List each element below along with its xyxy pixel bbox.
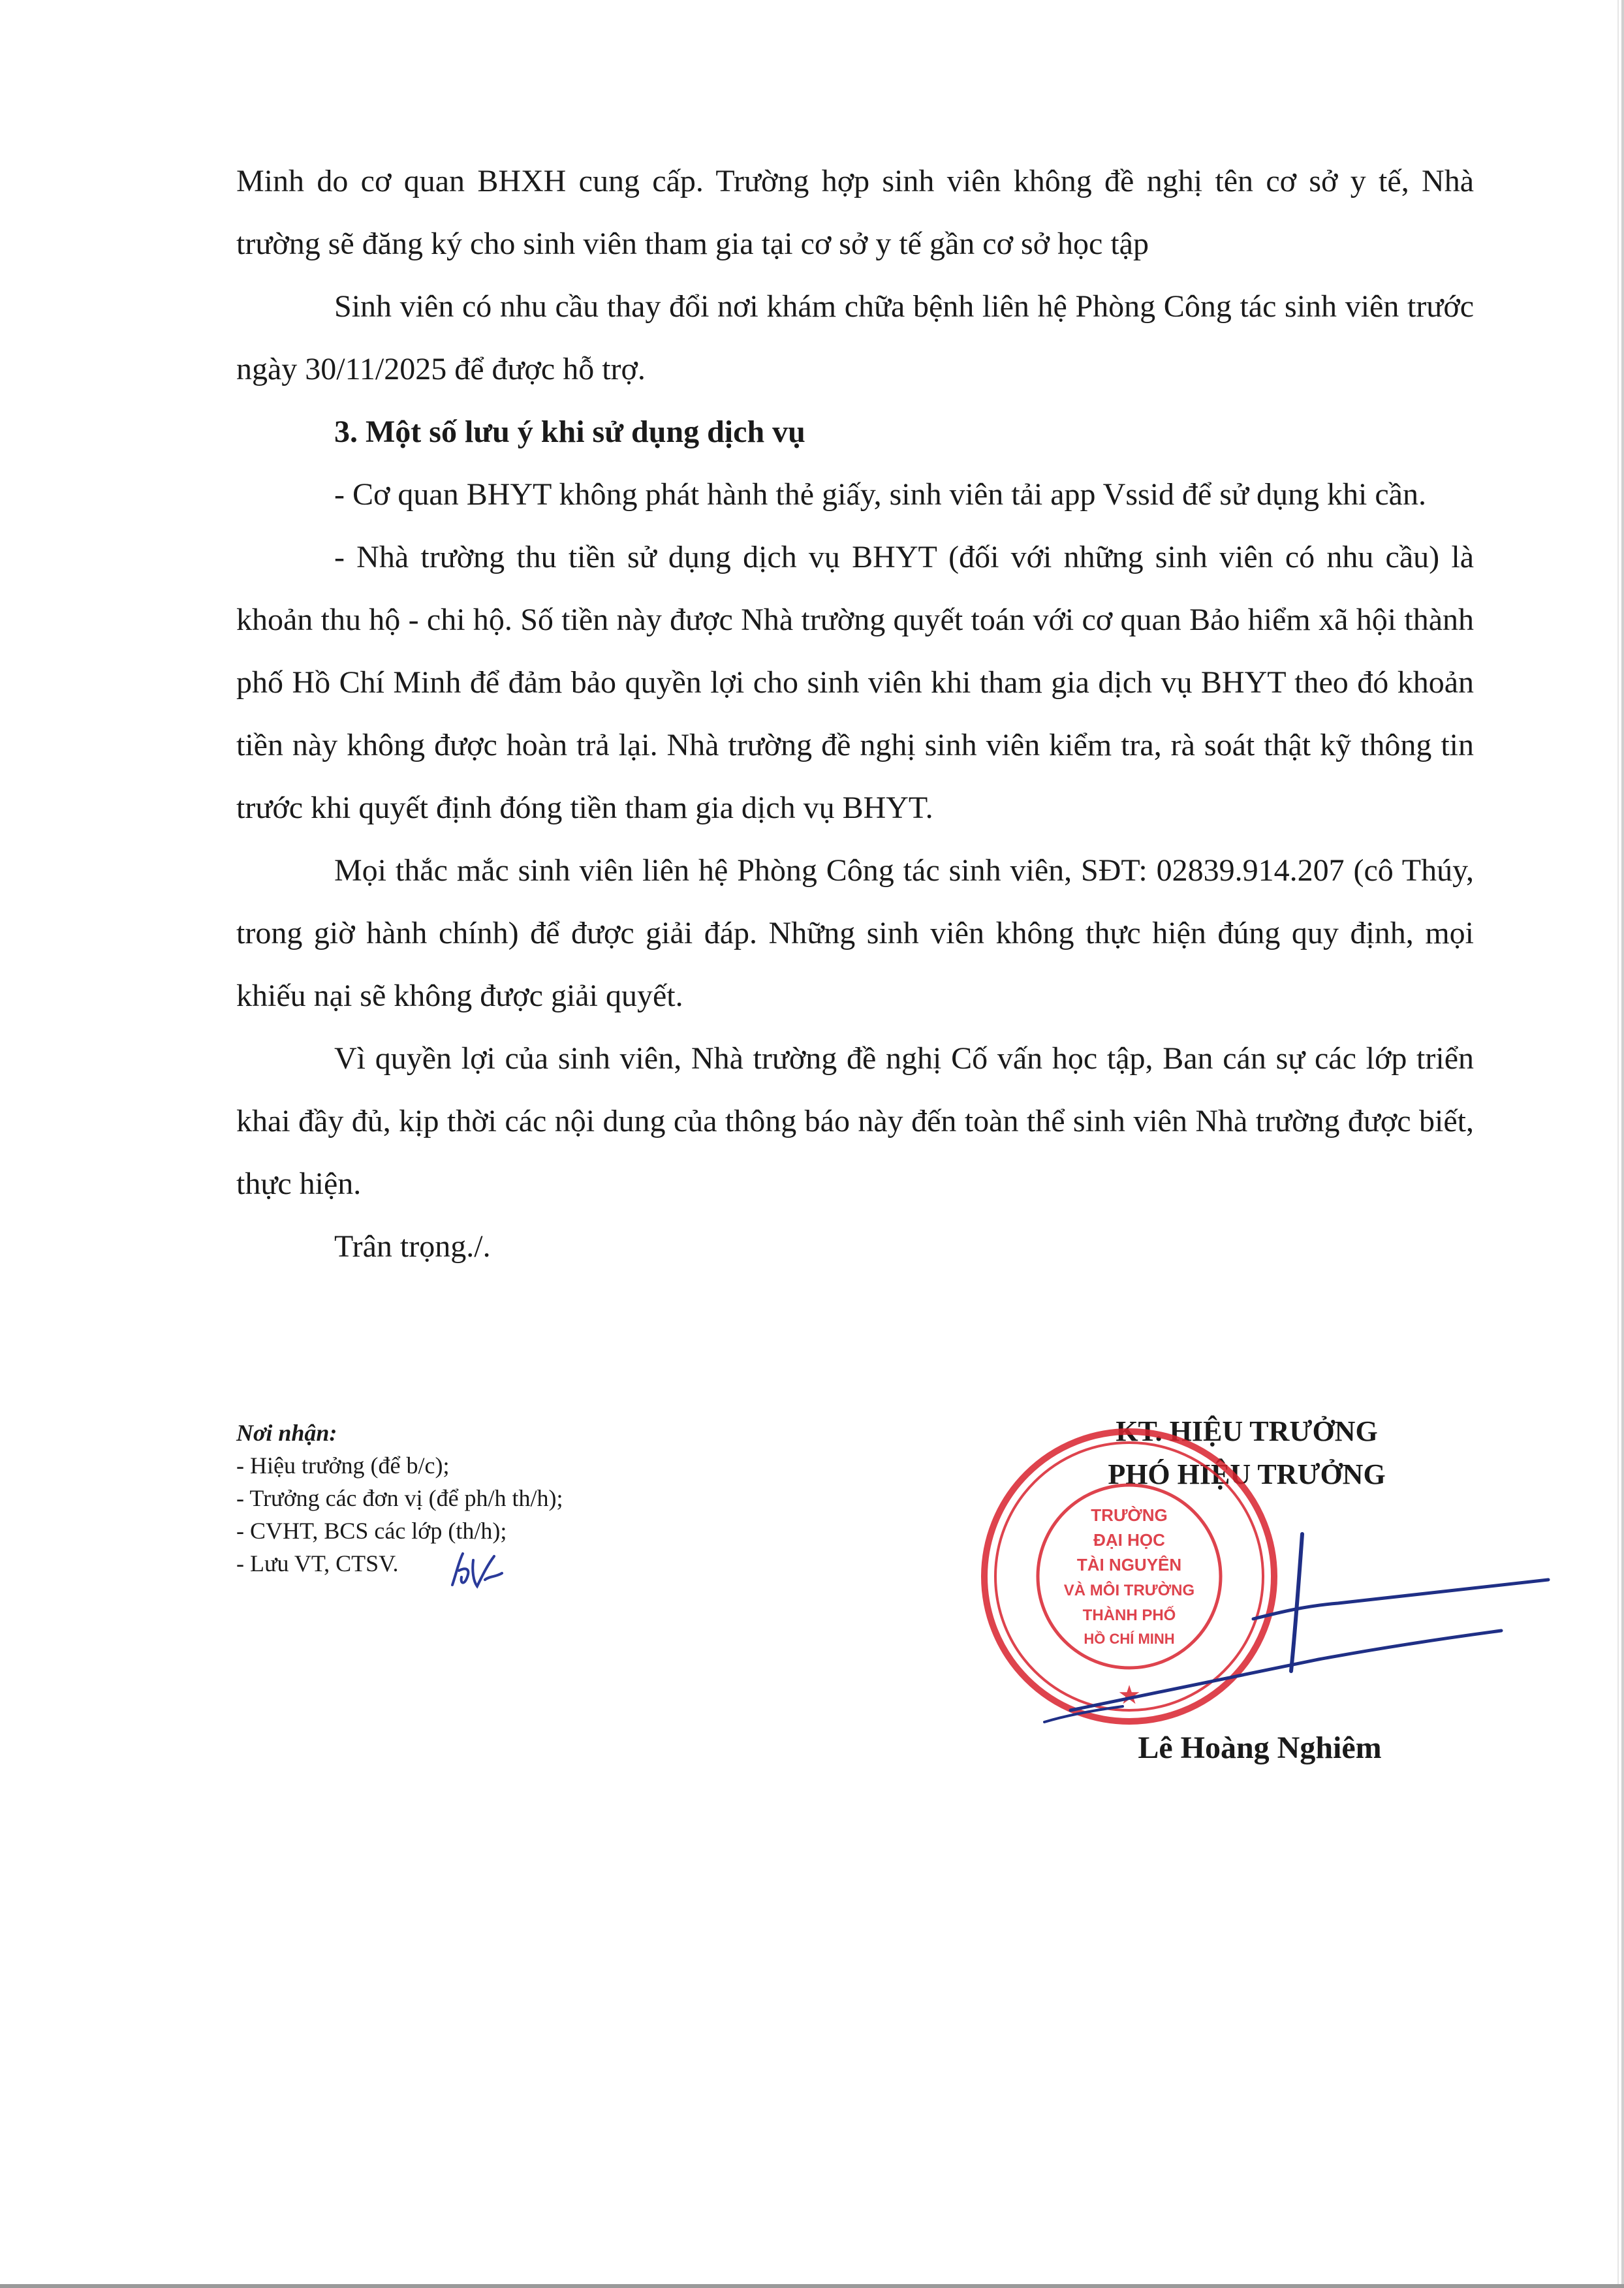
svg-text:★: ★ — [1117, 1681, 1141, 1710]
handwritten-signature-icon — [1031, 1521, 1554, 1736]
paragraph-fee-collection: - Nhà trường thu tiền sử dụng dịch vụ BHYT (đối với những sinh viên có nhu cầu) là khoản thu hộ - chi hộ. Số tiền này được Nhà trường quyết toán với cơ quan Bảo hiểm xã hội thành phố Hồ Chí Minh để đảm bảo quyền lợi cho sinh viên khi tham gia dịch vụ BHYT theo đó khoản tiền này không được hoàn trả lại. Nhà trường đề nghị sinh viên kiểm tra, rà soát thật kỹ thông tin trước khi quyết định đóng tiền tham gia dịch vụ BHYT. — [236, 540, 1474, 825]
recipient-item: - Lưu VT, CTSV. — [236, 1550, 399, 1576]
paragraph-vssid-app: - Cơ quan BHYT không phát hành thẻ giấy, sinh viên tải app Vssid để sử dụng khi cần. — [334, 477, 1426, 512]
paragraph-contact-info: Mọi thắc mắc sinh viên liên hệ Phòng Công tác sinh viên, SĐT: 02839.914.207 (cô Thúy, trong giờ hành chính) để được giải đáp. Những sinh viên không thực hiện đúng quy định, mọi khiếu nại sẽ không được giải quyết. — [236, 853, 1474, 1013]
recipient-item: - Hiệu trưởng (để b/c); — [236, 1452, 450, 1479]
paragraph-change-facility: Sinh viên có nhu cầu thay đổi nơi khám chữa bệnh liên hệ Phòng Công tác sinh viên trước ngày 30/11/2025 để được hỗ trợ. — [236, 289, 1474, 386]
letter-body — [236, 150, 1474, 1278]
seal-line: TRƯỜNG — [1091, 1505, 1168, 1525]
seal-line: HỒ CHÍ MINH — [1084, 1631, 1175, 1647]
seal-line: ĐẠI HỌC — [1093, 1530, 1165, 1550]
closing-regards: Trân trọng./. — [334, 1229, 491, 1264]
recipients-list — [236, 1449, 824, 1580]
recipients-title: Nơi nhận: — [236, 1420, 337, 1446]
handwritten-initials-icon — [447, 1547, 506, 1593]
scan-edge-bottom — [0, 2284, 1624, 2288]
paragraph-facility-note: Minh do cơ quan BHXH cung cấp. Trường hợp sinh viên không đề nghị tên cơ sở y tế, Nhà trường sẽ đăng ký cho sinh viên tham gia tại cơ sở y tế gần cơ sở học tập — [236, 164, 1474, 261]
signature-title-line2: PHÓ HIỆU TRƯỞNG — [1108, 1458, 1386, 1490]
signer-name: Lê Hoàng Nghiêm — [1138, 1731, 1382, 1765]
recipient-item: - Trưởng các đơn vị (để ph/h th/h); — [236, 1485, 563, 1511]
recipients-block — [236, 1417, 824, 1580]
seal-line: TÀI NGUYÊN — [1076, 1555, 1182, 1575]
paragraph-advisors-request: Vì quyền lợi của sinh viên, Nhà trường đề nghị Cố vấn học tập, Ban cán sự các lớp triển khai đầy đủ, kịp thời các nội dung của thông báo này đến toàn thể sinh viên Nhà trường được biết, thực hiện. — [236, 1041, 1474, 1201]
seal-line: VÀ MÔI TRƯỜNG — [1063, 1582, 1195, 1599]
seal-line: THÀNH PHỐ — [1082, 1606, 1176, 1624]
signature-title-line1: KT. HIỆU TRƯỞNG — [1116, 1415, 1378, 1447]
section-heading-notes: 3. Một số lưu ý khi sử dụng dịch vụ — [334, 415, 805, 449]
scan-edge-right — [1621, 0, 1624, 2288]
recipient-item: - CVHT, BCS các lớp (th/h); — [236, 1518, 507, 1544]
scan-edge-right-inner — [1617, 0, 1619, 2288]
